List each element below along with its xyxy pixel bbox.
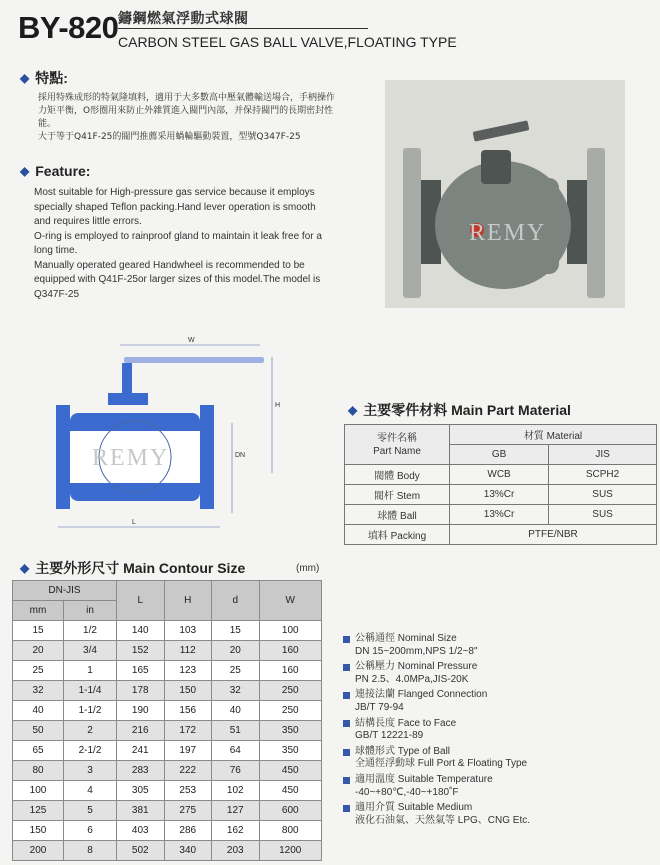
size-cell-d: 51 xyxy=(212,721,260,741)
size-cell-in: 2 xyxy=(64,721,117,741)
size-cell-w: 600 xyxy=(259,801,322,821)
size-cell-mm: 80 xyxy=(13,761,64,781)
table-row xyxy=(13,581,322,601)
size-cell-h: 112 xyxy=(164,641,212,661)
size-cell-mm: 25 xyxy=(13,661,64,681)
features-en-heading xyxy=(20,163,90,179)
jis-cell: SCPH2 xyxy=(549,465,657,485)
size-cell-in: 3 xyxy=(64,761,117,781)
size-cell-h: 172 xyxy=(164,721,212,741)
spec-title-text: 適用介質 Suitable Medium xyxy=(355,802,473,814)
spec-item xyxy=(343,746,658,771)
features-en-text xyxy=(34,186,330,302)
features-cn-paragraph: 大于等于Q41F-25的閥門推薦采用蝸輪驅動裝置，型號Q347F-25 xyxy=(38,132,301,142)
size-cell-in: 3/4 xyxy=(64,641,117,661)
spec-title-text: 連接法蘭 Flanged Connection xyxy=(355,689,488,701)
drawing-left-flange xyxy=(56,405,70,509)
table-row xyxy=(13,801,322,821)
features-en-heading-text: Feature: xyxy=(35,163,91,179)
size-cell-h: 150 xyxy=(164,681,212,701)
col-header-h: H xyxy=(164,581,212,621)
size-cell-w: 160 xyxy=(259,641,322,661)
size-cell-h: 275 xyxy=(164,801,212,821)
size-cell-l: 283 xyxy=(117,761,165,781)
std-gb-header: GB xyxy=(450,445,549,465)
dim-label-l: L xyxy=(132,519,136,526)
table-row xyxy=(13,821,322,841)
model-number: BY-820 xyxy=(18,10,119,45)
drawing-handle xyxy=(124,357,264,363)
spec-value: 全通徑浮動球 Full Port & Floating Type xyxy=(355,758,528,770)
spec-title-text: 球體形式 Type of Ball xyxy=(355,745,451,757)
size-cell-mm: 200 xyxy=(13,841,64,861)
spec-value: 液化石油氣、天然氣等 LPG、CNG Etc. xyxy=(355,814,531,826)
stem-housing xyxy=(481,150,511,184)
left-flange xyxy=(403,148,421,298)
spec-title xyxy=(343,689,658,702)
size-cell-d: 127 xyxy=(212,801,260,821)
square-bullet-icon xyxy=(343,749,350,756)
spec-item xyxy=(343,661,658,686)
size-table xyxy=(12,580,322,861)
size-cell-w: 160 xyxy=(259,661,322,681)
size-cell-d: 203 xyxy=(212,841,260,861)
size-cell-mm: 20 xyxy=(13,641,64,661)
size-cell-l: 190 xyxy=(117,701,165,721)
size-cell-d: 25 xyxy=(212,661,260,681)
size-cell-mm: 150 xyxy=(13,821,64,841)
features-cn-paragraph: 採用特殊成形的特氣隆填料，適用于大多數高中壓氣體輸送場合，手柄操作力矩平衡，O形圈用來防止外雜質進入閥門內部，并保持閥門的長期密封性能。 xyxy=(38,93,336,129)
size-cell-l: 140 xyxy=(117,621,165,641)
size-cell-d: 102 xyxy=(212,781,260,801)
size-cell-h: 197 xyxy=(164,741,212,761)
diamond-bullet-icon: ◆ xyxy=(20,561,30,575)
table-row xyxy=(345,505,657,525)
title-chinese: 鑄鋼燃氣浮動式球閥 xyxy=(118,11,249,27)
size-cell-in: 5 xyxy=(64,801,117,821)
gb-cell: 13%Cr xyxy=(450,505,549,525)
size-cell-w: 250 xyxy=(259,701,322,721)
spec-title xyxy=(343,661,658,674)
spec-item xyxy=(343,774,658,799)
size-cell-in: 6 xyxy=(64,821,117,841)
size-cell-w: 800 xyxy=(259,821,322,841)
size-cell-mm: 40 xyxy=(13,701,64,721)
size-cell-w: 450 xyxy=(259,781,322,801)
table-row xyxy=(13,701,322,721)
table-row xyxy=(345,525,657,545)
parts-heading xyxy=(348,400,571,420)
spec-list xyxy=(343,633,658,830)
spec-title xyxy=(343,746,658,759)
part-name-cell: 閥杆 Stem xyxy=(345,485,450,505)
spec-item xyxy=(343,718,658,743)
size-cell-w: 350 xyxy=(259,741,322,761)
size-cell-l: 178 xyxy=(117,681,165,701)
size-cell-mm: 65 xyxy=(13,741,64,761)
part-name-cell: 球體 Ball xyxy=(345,505,450,525)
size-cell-w: 350 xyxy=(259,721,322,741)
features-en-paragraph: O-ring is employed to rainproof gland to maintain it leak free for a long time. xyxy=(34,230,322,256)
size-cell-l: 241 xyxy=(117,741,165,761)
size-cell-d: 64 xyxy=(212,741,260,761)
size-cell-mm: 125 xyxy=(13,801,64,821)
size-cell-l: 502 xyxy=(117,841,165,861)
col-header-l: L xyxy=(117,581,165,621)
drawing-right-flange xyxy=(200,405,214,509)
spec-title-text: 公稱通徑 Nominal Size xyxy=(355,633,457,644)
spec-value: DN 15~200mm,NPS 1/2~8" xyxy=(355,645,478,657)
table-row xyxy=(13,761,322,781)
table-row xyxy=(345,485,657,505)
size-cell-h: 103 xyxy=(164,621,212,641)
dim-label-w: W xyxy=(188,337,195,344)
size-cell-h: 123 xyxy=(164,661,212,681)
spec-title xyxy=(343,774,658,787)
jis-cell: SUS xyxy=(549,485,657,505)
square-bullet-icon xyxy=(343,720,350,727)
title-rule xyxy=(118,28,368,29)
size-cell-h: 156 xyxy=(164,701,212,721)
drawing-watermark: REMY xyxy=(92,445,170,471)
spec-value: -40~+80℃,-40~+180˚F xyxy=(355,786,459,798)
size-cell-w: 450 xyxy=(259,761,322,781)
size-cell-mm: 15 xyxy=(13,621,64,641)
material-header: 材質 Material xyxy=(450,425,657,445)
size-cell-d: 162 xyxy=(212,821,260,841)
col-header-w: W xyxy=(259,581,322,621)
square-bullet-icon xyxy=(343,636,350,643)
size-cell-l: 381 xyxy=(117,801,165,821)
photo-watermark: REMY xyxy=(469,220,547,246)
features-cn-text xyxy=(38,92,338,144)
table-row xyxy=(13,721,322,741)
col-header-mm: mm xyxy=(13,601,64,621)
sizes-heading-text: 主要外形尺寸 Main Contour Size xyxy=(35,560,246,576)
col-header-in: in xyxy=(64,601,117,621)
spec-title-text: 適用溫度 Suitable Temperature xyxy=(355,773,493,785)
part-name-cn: 零件名稱 xyxy=(377,432,417,444)
std-jis-header: JIS xyxy=(549,445,657,465)
size-cell-h: 286 xyxy=(164,821,212,841)
size-cell-in: 1-1/4 xyxy=(64,681,117,701)
table-row xyxy=(13,621,322,641)
dim-label-h: H xyxy=(275,402,281,409)
spec-value: GB/T 12221-89 xyxy=(355,730,424,742)
table-row xyxy=(13,781,322,801)
dn-header: DN-JIS xyxy=(13,581,117,601)
size-table-body xyxy=(13,621,322,861)
spec-item xyxy=(343,633,658,658)
spec-title-text: 公稱壓力 Nominal Pressure xyxy=(355,661,478,673)
spec-value: PN 2.5、4.0MPa,JIS-20K xyxy=(355,673,469,685)
size-cell-in: 4 xyxy=(64,781,117,801)
part-name-cell: 閥體 Body xyxy=(345,465,450,485)
size-cell-d: 15 xyxy=(212,621,260,641)
size-cell-in: 2-1/2 xyxy=(64,741,117,761)
size-cell-l: 403 xyxy=(117,821,165,841)
valve-drawing xyxy=(50,335,290,535)
size-cell-l: 216 xyxy=(117,721,165,741)
spec-item xyxy=(343,802,658,827)
size-cell-l: 152 xyxy=(117,641,165,661)
diamond-bullet-icon: ◆ xyxy=(20,164,30,178)
part-name-cell: 填料 Packing xyxy=(345,525,450,545)
drawing-gland xyxy=(108,393,148,405)
size-cell-d: 40 xyxy=(212,701,260,721)
size-cell-d: 32 xyxy=(212,681,260,701)
right-flange xyxy=(587,148,605,298)
size-cell-mm: 50 xyxy=(13,721,64,741)
table-row xyxy=(13,641,322,661)
spec-title-text: 結構長度 Face to Face xyxy=(355,717,457,729)
gb-cell: 13%Cr xyxy=(450,485,549,505)
jis-cell: SUS xyxy=(549,505,657,525)
sizes-unit: (mm) xyxy=(296,563,320,574)
table-row xyxy=(13,841,322,861)
parts-heading-text: 主要零件材料 Main Part Material xyxy=(363,402,571,418)
size-cell-mm: 100 xyxy=(13,781,64,801)
size-cell-d: 20 xyxy=(212,641,260,661)
size-cell-in: 1-1/2 xyxy=(64,701,117,721)
table-row xyxy=(13,661,322,681)
col-header-d: d xyxy=(212,581,260,621)
size-cell-d: 76 xyxy=(212,761,260,781)
size-cell-mm: 32 xyxy=(13,681,64,701)
size-cell-l: 305 xyxy=(117,781,165,801)
spec-value: JB/T 79-94 xyxy=(355,701,404,713)
table-row xyxy=(345,465,657,485)
square-bullet-icon xyxy=(343,805,350,812)
table-row xyxy=(345,425,657,445)
size-cell-h: 253 xyxy=(164,781,212,801)
spec-title xyxy=(343,802,658,815)
features-en-paragraph: Most suitable for High-pressure gas service because it employs specially shaped Teflon packing.Hand lever operation is smooth and requires little errors. xyxy=(34,187,316,227)
table-row xyxy=(13,681,322,701)
spec-item xyxy=(343,689,658,714)
size-cell-in: 8 xyxy=(64,841,117,861)
parts-table xyxy=(344,424,657,545)
size-cell-w: 1200 xyxy=(259,841,322,861)
diamond-bullet-icon: ◆ xyxy=(348,403,358,417)
table-row xyxy=(13,741,322,761)
size-cell-w: 250 xyxy=(259,681,322,701)
size-cell-in: 1/2 xyxy=(64,621,117,641)
spec-title xyxy=(343,633,658,646)
size-cell-h: 340 xyxy=(164,841,212,861)
size-cell-w: 100 xyxy=(259,621,322,641)
features-cn-heading xyxy=(20,68,68,88)
sizes-heading xyxy=(20,558,245,578)
square-bullet-icon xyxy=(343,777,350,784)
gb-cell: WCB xyxy=(450,465,549,485)
merged-material-cell: PTFE/NBR xyxy=(450,525,657,545)
size-cell-in: 1 xyxy=(64,661,117,681)
title-english: CARBON STEEL GAS BALL VALVE,FLOATING TYPE xyxy=(118,34,457,50)
size-cell-h: 222 xyxy=(164,761,212,781)
diamond-bullet-icon: ◆ xyxy=(20,71,30,85)
size-cell-l: 165 xyxy=(117,661,165,681)
part-name-header xyxy=(345,425,450,465)
features-en-paragraph: Manually operated geared Handwheel is recommended to be equipped with Q41F-25or larger sizes of this model.The model is Q347F-25 xyxy=(34,259,321,300)
square-bullet-icon xyxy=(343,664,350,671)
part-name-en: Part Name xyxy=(373,445,421,457)
spec-title xyxy=(343,718,658,731)
square-bullet-icon xyxy=(343,692,350,699)
valve-photo xyxy=(385,80,625,308)
features-cn-heading-text: 特點: xyxy=(35,70,68,86)
dim-label-dn: DN xyxy=(235,452,246,459)
